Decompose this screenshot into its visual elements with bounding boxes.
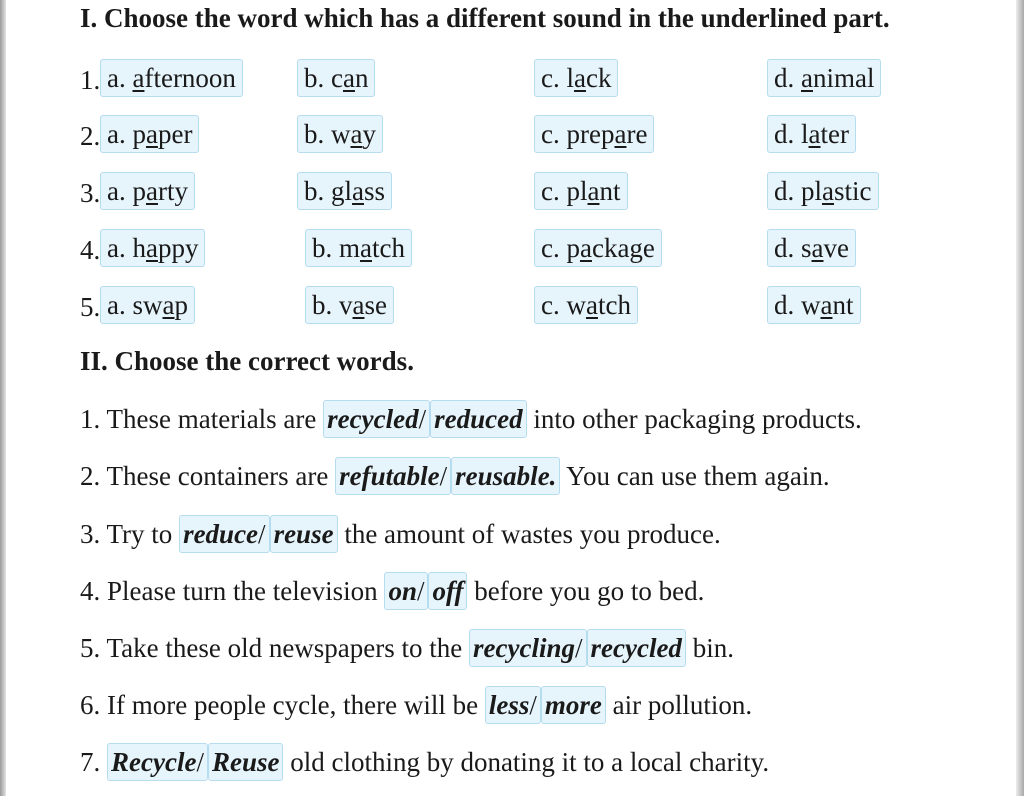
option-c[interactable]: c. lack xyxy=(534,59,618,97)
sentence-text: before you go to bed. xyxy=(467,576,705,606)
choice-option-1[interactable]: Recycle/ xyxy=(107,743,208,781)
choice-option-2[interactable]: recycled xyxy=(587,629,686,667)
item-number: 5. xyxy=(80,633,101,663)
question-number: 5. xyxy=(80,292,101,322)
option-c[interactable]: c. prepare xyxy=(534,115,654,153)
question-number: 3. xyxy=(80,178,101,208)
option-a[interactable]: a. afternoon xyxy=(100,59,243,97)
choice-option-1[interactable]: less/ xyxy=(485,686,541,724)
option-b[interactable]: b. way xyxy=(297,115,383,153)
option-d[interactable]: d. plastic xyxy=(767,172,879,210)
option-b[interactable]: b. match xyxy=(305,229,412,267)
choice-option-2[interactable]: Reuse xyxy=(208,743,284,781)
option-b[interactable]: b. vase xyxy=(305,286,394,324)
option-a[interactable]: a. happy xyxy=(100,229,205,267)
sentence-row xyxy=(80,740,769,784)
sentence-text: These containers are xyxy=(100,461,336,491)
sentence-text xyxy=(100,747,107,777)
sentence-text: If more people cycle, there will be xyxy=(100,690,485,720)
sentence-text: bin. xyxy=(685,633,734,663)
option-b[interactable]: b. can xyxy=(297,59,375,97)
sentence-row xyxy=(80,626,734,670)
choice-option-1[interactable]: on/ xyxy=(384,572,428,610)
choice-option-2[interactable]: off xyxy=(428,572,467,610)
sentence-text: Try to xyxy=(100,519,180,549)
sentence-text: Take these old newspapers to the xyxy=(100,633,470,663)
item-number: 2. xyxy=(80,461,101,491)
option-d[interactable]: d. later xyxy=(767,115,856,153)
question-row xyxy=(0,59,1024,103)
question-row xyxy=(0,286,1024,330)
question-number: 4. xyxy=(80,235,101,265)
item-number: 1. xyxy=(80,404,101,434)
choice-option-2[interactable]: more xyxy=(541,686,606,724)
question-row xyxy=(0,229,1024,273)
sentence-text: into other packaging products. xyxy=(526,404,862,434)
sentence-text: old clothing by donating it to a local charity. xyxy=(283,747,770,777)
item-number: 7. xyxy=(80,747,101,777)
sentence-row xyxy=(80,569,704,613)
question-row xyxy=(0,115,1024,159)
option-a[interactable]: a. swap xyxy=(100,286,195,324)
option-c[interactable]: c. plant xyxy=(534,172,628,210)
item-number: 3. xyxy=(80,519,101,549)
sentence-text: Please turn the television xyxy=(100,576,385,606)
sentence-text: air pollution. xyxy=(605,690,753,720)
sentence-row xyxy=(80,397,862,441)
option-c[interactable]: c. watch xyxy=(534,286,638,324)
option-d[interactable]: d. save xyxy=(767,229,856,267)
choice-option-2[interactable]: reduced xyxy=(430,400,526,438)
sentence-text: the amount of wastes you produce. xyxy=(337,519,721,549)
sentence-row xyxy=(80,683,752,727)
question-number: 1. xyxy=(80,65,101,95)
choice-option-1[interactable]: reduce/ xyxy=(179,515,270,553)
question-row xyxy=(0,172,1024,216)
section-1-heading: I. Choose the word which has a different sound in the underlined part. xyxy=(80,3,890,33)
item-number: 6. xyxy=(80,690,101,720)
item-number: 4. xyxy=(80,576,101,606)
option-d[interactable]: d. animal xyxy=(767,59,881,97)
option-d[interactable]: d. want xyxy=(767,286,861,324)
sentence-text: These materials are xyxy=(100,404,324,434)
option-a[interactable]: a. party xyxy=(100,172,195,210)
choice-option-2[interactable]: reusable. xyxy=(451,457,560,495)
sentence-row xyxy=(80,454,830,498)
choice-option-2[interactable]: reuse xyxy=(270,515,338,553)
choice-option-1[interactable]: refutable/ xyxy=(335,457,451,495)
sentence-row xyxy=(80,512,721,556)
section-2-heading: II. Choose the correct words. xyxy=(80,346,414,376)
option-c[interactable]: c. package xyxy=(534,229,662,267)
sentence-text: You can use them again. xyxy=(560,461,830,491)
choice-option-1[interactable]: recycling/ xyxy=(469,629,586,667)
choice-option-1[interactable]: recycled/ xyxy=(323,400,430,438)
option-a[interactable]: a. paper xyxy=(100,115,199,153)
question-number: 2. xyxy=(80,121,101,151)
option-b[interactable]: b. glass xyxy=(297,172,392,210)
